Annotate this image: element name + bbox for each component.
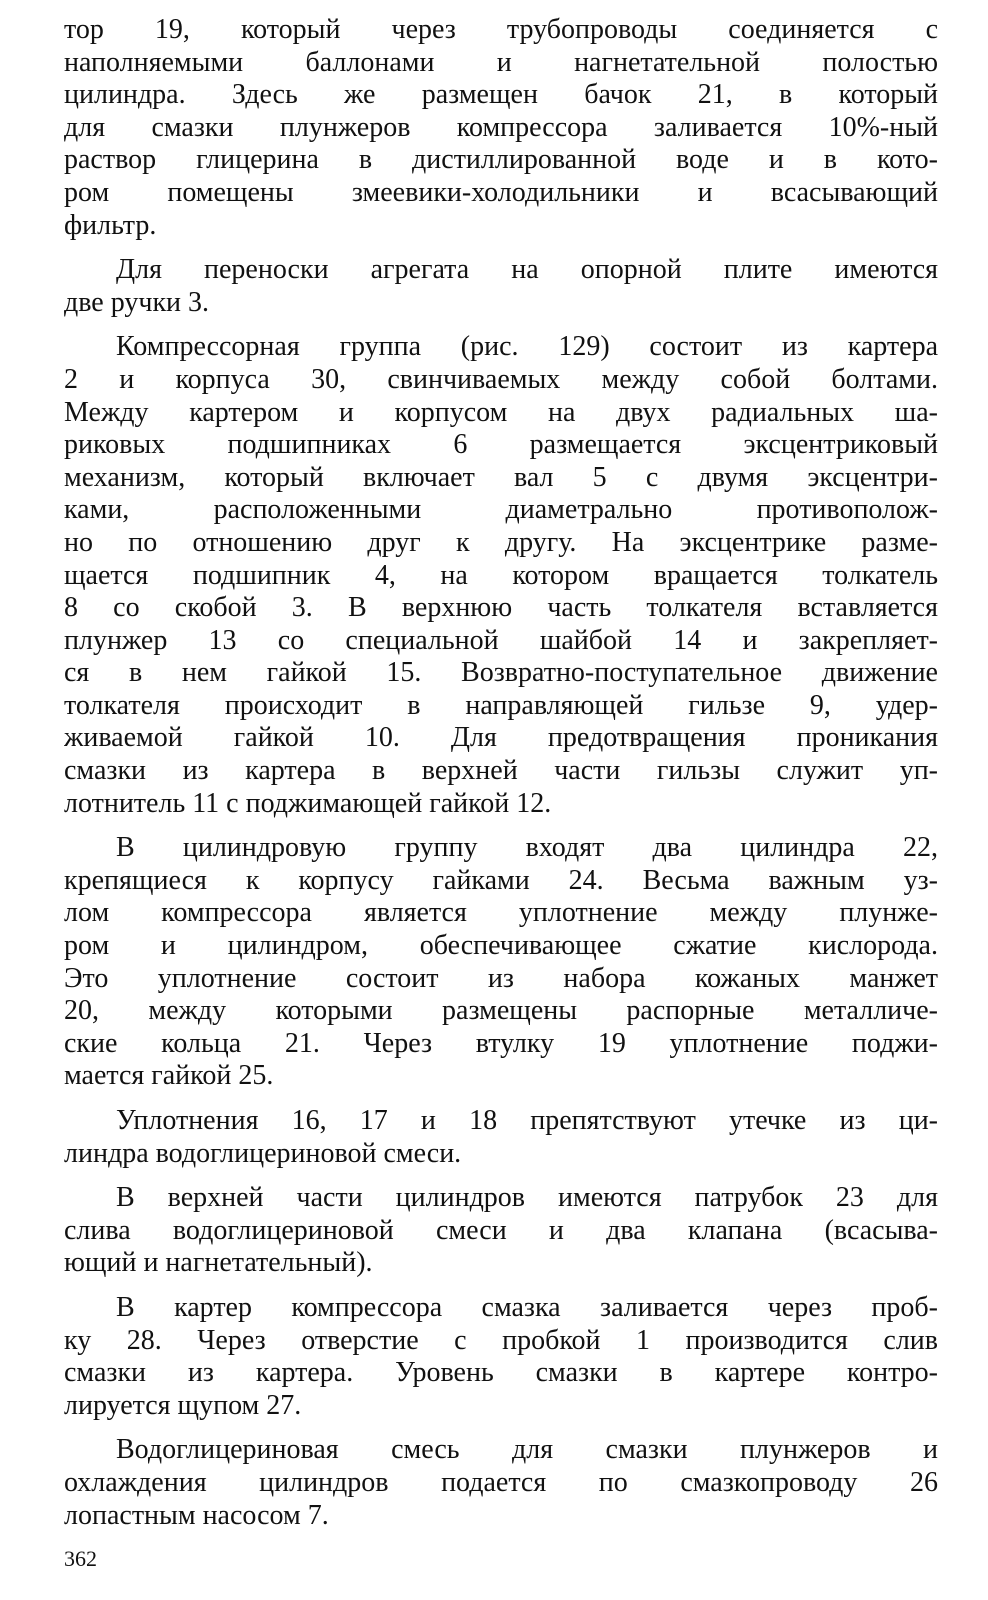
text-line: наполняемыми баллонами и нагнетательной полостью	[64, 46, 938, 78]
paragraph	[64, 1105, 938, 1170]
text-line: лопастным насосом 7.	[64, 1499, 329, 1531]
text-line: Компрессорная группа (рис. 129) состоит из картера	[116, 331, 938, 363]
text-line: 2 и корпуса 30, свинчиваемых между собой болтами.	[64, 363, 938, 395]
text-line: плунжер 13 со специальной шайбой 14 и закрепляет-	[64, 624, 938, 656]
text-line: Для переноски агрегата на опорной плите имеются	[116, 254, 938, 286]
text-line: В верхней части цилиндров имеются патрубок 23 для	[116, 1182, 938, 1214]
text-line: фильтр.	[64, 209, 157, 241]
text-line: риковых подшипниках 6 размещается эксцентриковый	[64, 429, 938, 461]
text-line: слива водоглицериновой смеси и два клапана (всасыва-	[64, 1214, 938, 1246]
text-line: охлаждения цилиндров подается по смазкопроводу 26	[64, 1466, 938, 1498]
text-line: ся в нем гайкой 15. Возвратно-поступательное движение	[64, 657, 938, 689]
text-line: смазки из картера. Уровень смазки в картере контро-	[64, 1357, 938, 1389]
text-line: мается гайкой 25.	[64, 1060, 274, 1092]
text-line: ющий и нагнетательный).	[64, 1247, 373, 1279]
text-line: 8 со скобой 3. В верхнюю часть толкателя вставляется	[64, 592, 938, 624]
paragraph	[64, 1292, 938, 1422]
text-line: тор 19, который через трубопроводы соединяется с	[64, 14, 938, 45]
paragraph	[64, 331, 938, 820]
page-number: 362	[64, 1546, 97, 1571]
text-line: В картер компрессора смазка заливается через проб-	[116, 1291, 938, 1323]
text-line: линдра водоглицериновой смеси.	[64, 1137, 462, 1169]
text-line: крепящиеся к корпусу гайками 24. Весьма важным уз-	[64, 864, 938, 896]
text-line: но по отношению друг к другу. На эксцентрике разме-	[64, 526, 938, 558]
text-line: В цилиндровую группу входят два цилиндра 22,	[116, 832, 938, 864]
text-line: раствор глицерина в дистиллированной воде и в кото-	[64, 144, 938, 176]
text-line: ками, расположенными диаметрально противополож-	[64, 494, 938, 526]
paragraph	[64, 1182, 938, 1280]
text-line: толкателя происходит в направляющей гильзе 9, удер-	[64, 689, 938, 721]
text-line: ские кольца 21. Через втулку 19 уплотнение поджи-	[64, 1027, 938, 1059]
paragraph	[64, 832, 938, 1093]
paragraph	[64, 1434, 938, 1532]
text-line: щается подшипник 4, на котором вращается толкатель	[64, 559, 938, 591]
text-line: лируется щупом 27.	[64, 1389, 302, 1421]
paragraph	[64, 254, 938, 319]
text-line: две ручки 3.	[64, 286, 210, 318]
text-line: ром помещены змеевики-холодильники и всасывающий	[64, 176, 938, 208]
page-body	[64, 14, 938, 1544]
text-line: лом компрессора является уплотнение между плунже-	[64, 897, 938, 929]
text-line: Уплотнения 16, 17 и 18 препятствуют утечке из ци-	[116, 1105, 938, 1136]
text-line: цилиндра. Здесь же размещен бачок 21, в который	[64, 79, 938, 111]
text-line: 20, между которыми размещены распорные металличе-	[64, 995, 938, 1027]
text-line: ром и цилиндром, обеспечивающее сжатие кислорода.	[64, 930, 938, 962]
text-line: Водоглицериновая смесь для смазки плунжеров и	[116, 1434, 938, 1466]
text-line: Это уплотнение состоит из набора кожаных манжет	[64, 962, 938, 994]
text-line: лотнитель 11 с поджимающей гайкой 12.	[64, 787, 552, 819]
text-line: ку 28. Через отверстие с пробкой 1 производится слив	[64, 1324, 938, 1356]
paragraph	[64, 14, 938, 242]
text-line: механизм, который включает вал 5 с двумя эксцентри-	[64, 461, 938, 493]
text-line: для смазки плунжеров компрессора заливается 10%-ный	[64, 111, 938, 143]
text-line: смазки из картера в верхней части гильзы служит уп-	[64, 755, 938, 787]
text-line: Между картером и корпусом на двух радиальных ша-	[64, 396, 938, 428]
text-line: живаемой гайкой 10. Для предотвращения проникания	[64, 722, 938, 754]
